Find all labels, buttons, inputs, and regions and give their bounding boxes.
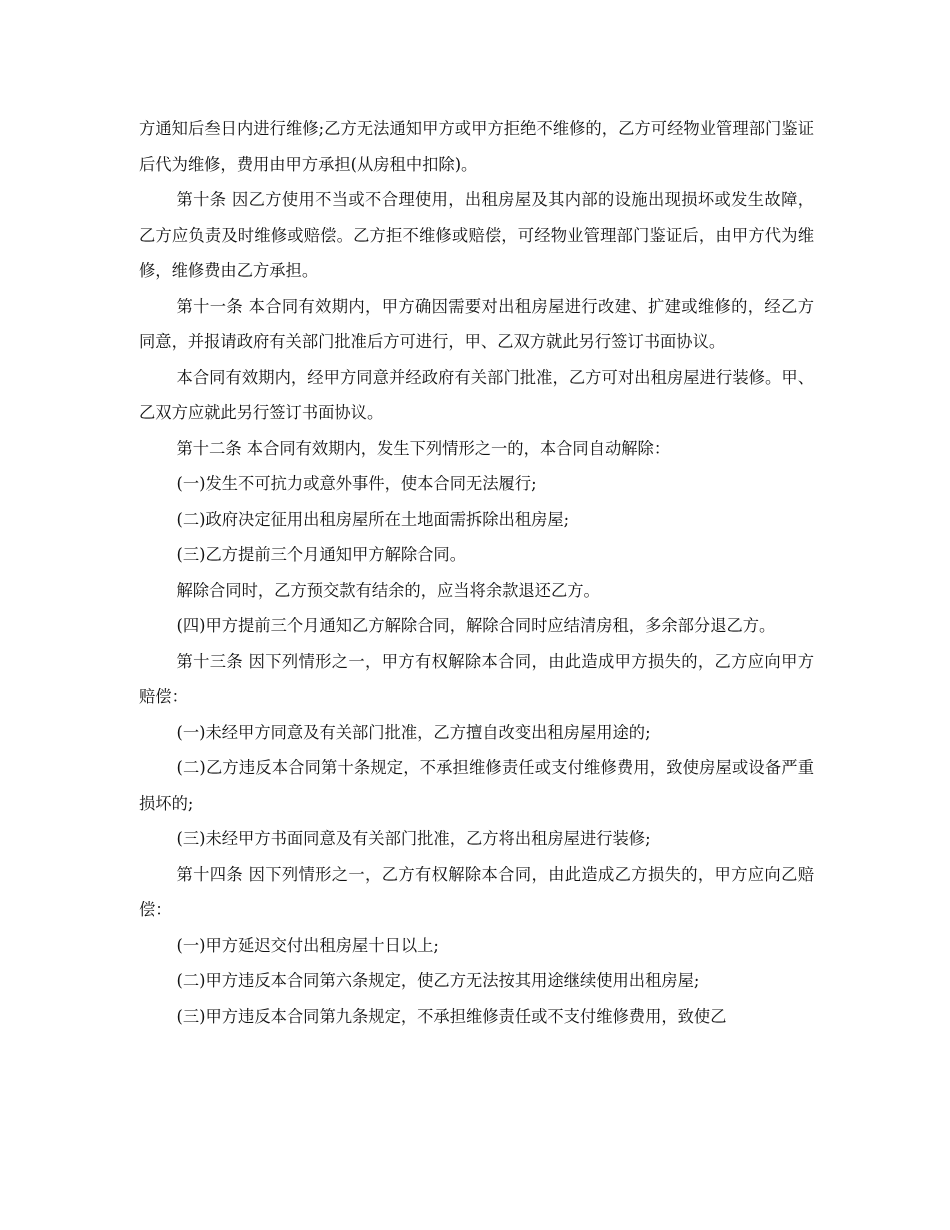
paragraph-11: 第十三条 因下列情形之一，甲方有权解除本合同，由此造成甲方损失的，乙方应向甲方赔偿：	[139, 651, 814, 706]
paragraph-14: (三)未经甲方书面同意及有关部门批准，乙方将出租房屋进行装修;	[176, 829, 651, 848]
paragraph-16: (一)甲方延迟交付出租房屋十日以上;	[176, 935, 439, 955]
paragraph-6: (一)发生不可抗力或意外事件，使本合同无法履行;	[176, 474, 537, 493]
paragraph-15: 第十四条 因下列情形之一，乙方有权解除本合同，由此造成乙方损失的，甲方应向乙赔偿：	[139, 864, 814, 919]
paragraph-12: (一)未经甲方同意及有关部门批准，乙方擅自改变出租房屋用途的;	[176, 722, 651, 742]
paragraph-5: 第十二条 本合同有效期内，发生下列情形之一的，本合同自动解除：	[176, 438, 671, 458]
paragraph-7: (二)政府决定征用出租房屋所在土地面需拆除出租房屋;	[176, 509, 570, 529]
paragraph-10: (四)甲方提前三个月通知乙方解除合同，解除合同时应结清房租，多余部分退乙方。	[176, 616, 776, 635]
document-body	[139, 111, 814, 1034]
paragraph-1: 方通知后叁日内进行维修;乙方无法通知甲方或甲方拒绝不维修的，乙方可经物业管理部门鉴证后代为维修，费用由甲方承担(从房租中扣除)。	[139, 119, 814, 174]
paragraph-13: (二)乙方违反本合同第十条规定，不承担维修责任或支付维修费用，致使房屋或设备严重损坏的;	[139, 758, 814, 813]
paragraph-17: (二)甲方违反本合同第六条规定，使乙方无法按其用途继续使用出租房屋;	[176, 971, 700, 990]
paragraph-4: 本合同有效期内，经甲方同意并经政府有关部门批准，乙方可对出租房屋进行装修。甲、乙双方应就此另行签订书面协议。	[139, 367, 814, 422]
paragraph-3: 第十一条 本合同有效期内，甲方确因需要对出租房屋进行改建、扩建或维修的，经乙方同意，并报请政府有关部门批准后方可进行，甲、乙双方就此另行签订书面协议。	[139, 296, 814, 351]
document-page	[139, 111, 814, 1034]
paragraph-9: 解除合同时，乙方预交款有结余的，应当将余款退还乙方。	[176, 580, 600, 600]
paragraph-8: (三)乙方提前三个月通知甲方解除合同。	[176, 545, 466, 564]
paragraph-2: 第十条 因乙方使用不当或不合理使用，出租房屋及其内部的设施出现损坏或发生故障，乙方应负责及时维修或赔偿。乙方拒不维修或赔偿，可经物业管理部门鉴证后，由甲方代为维修，维修费由乙方承担。	[139, 190, 814, 280]
paragraph-18: (三)甲方违反本合同第九条规定，不承担维修责任或不支付维修费用，致使乙	[176, 1006, 727, 1026]
